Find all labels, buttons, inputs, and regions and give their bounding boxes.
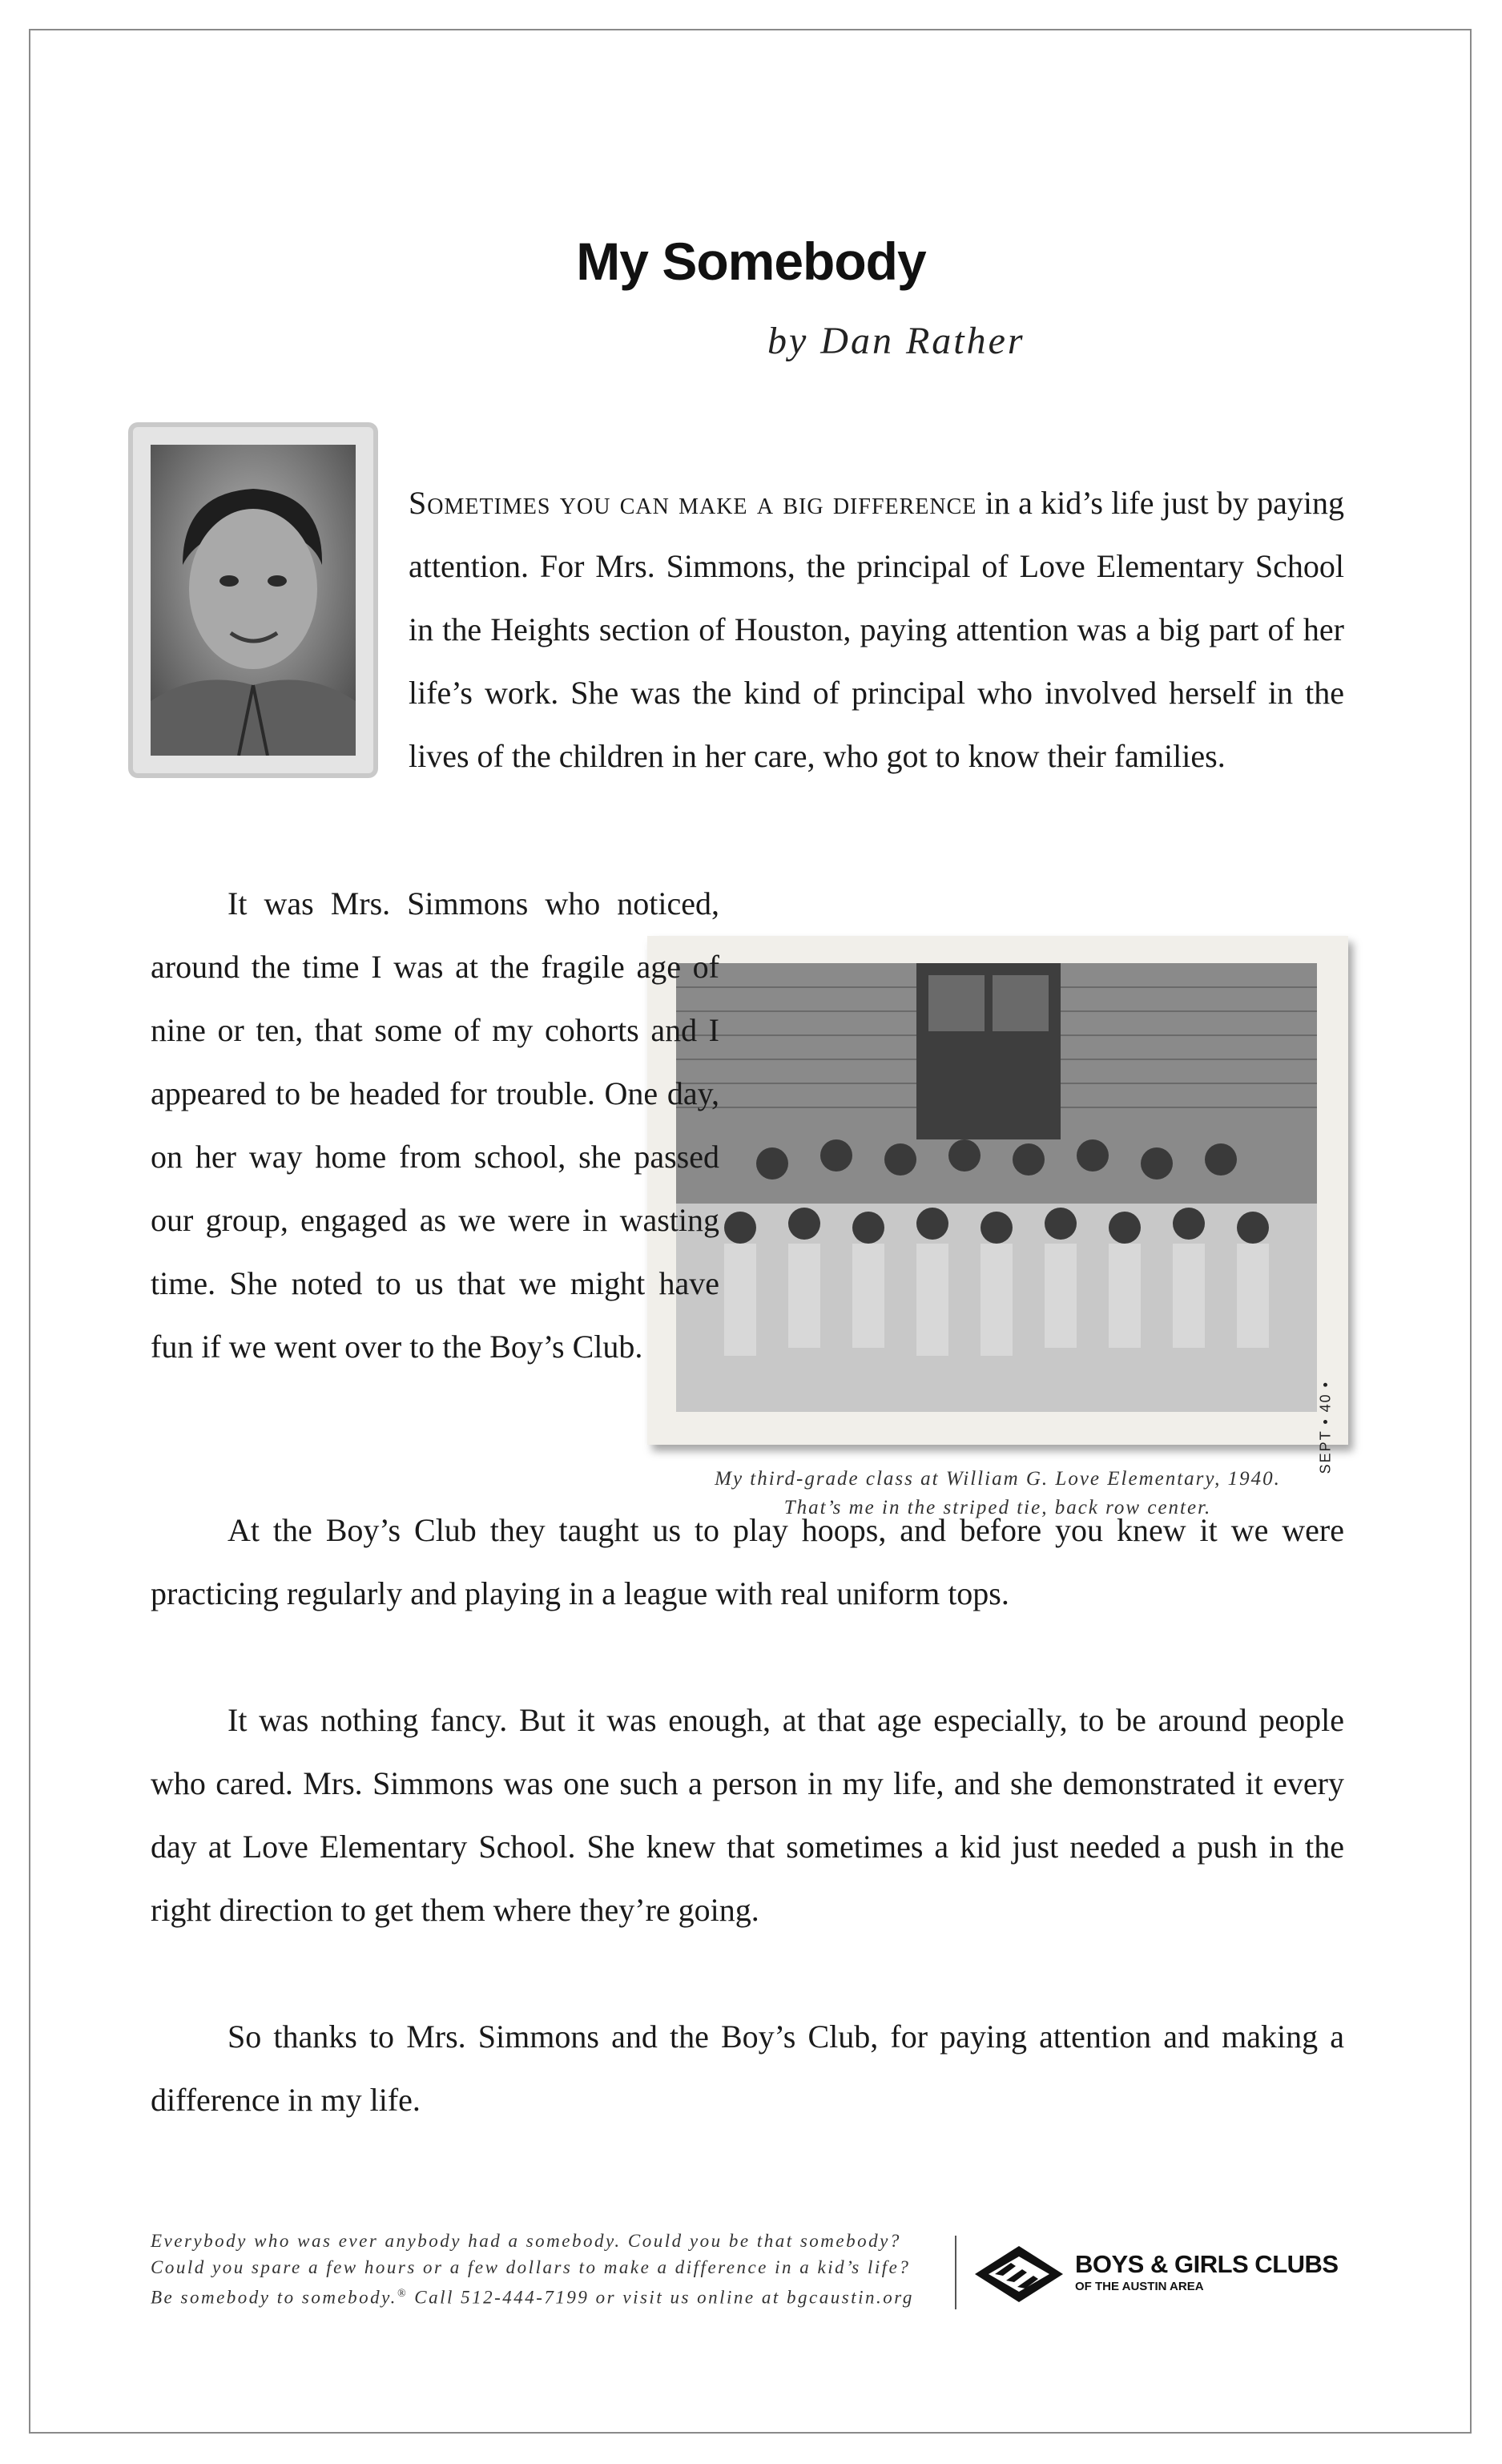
paragraph-1-text: in a kid’s life just by paying attention. For Mrs. Simmons, the principal of Love Elementary School in the Heights section of Houston, paying attention was a big part of her life’s work. She was the kind of principal who involved herself in the lives of the children in her care, who got to know their families. <box>409 485 1345 774</box>
footer-divider <box>955 2236 956 2309</box>
logo-main-text: BOYS & GIRLS CLUBS <box>1075 2250 1339 2278</box>
footer-appeal <box>151 2228 960 2311</box>
photo-wrap-spacer <box>719 935 1344 1568</box>
registered-mark: ® <box>397 2288 408 2300</box>
lead-in-text: Sometimes you can make a big difference <box>409 485 977 521</box>
portrait-wrap-spacer <box>151 471 409 788</box>
footer-line-2: Could you spare a few hours or a few dollars to make a difference in a kid’s life? <box>151 2257 911 2277</box>
paragraph-5-text: So thanks to Mrs. Simmons and the Boy’s Club, for paying attention and making a difference in my life. <box>151 2018 1344 2118</box>
footer-slogan: Be somebody to somebody. <box>151 2287 397 2308</box>
paragraph-4-text: It was nothing fancy. But it was enough, at that age especially, to be around people who cared. Mrs. Simmons was one such a person in my life, and she demonstrated it every day at Love Elementary School. She knew that sometimes a kid just needed a push in the right direction to get them where they’re going. <box>151 1702 1344 1928</box>
footer-contact: Call 512-444-7199 or visit us online at bgcaustin.org <box>407 2287 914 2308</box>
footer-line-1: Everybody who was ever anybody had a somebody. Could you be that somebody? <box>151 2231 901 2251</box>
bgc-hands-icon <box>971 2242 1067 2306</box>
paragraph-2-line-1-block <box>151 872 1344 1568</box>
bgc-logo <box>971 2236 1347 2309</box>
paragraph-3-text: At the Boy’s Club they taught us to play hoops, and before you knew it we were practicing regularly and playing in a league with real uniform tops. <box>151 1512 1344 1611</box>
article-title: My Somebody <box>576 232 926 291</box>
logo-sub-text: OF THE AUSTIN AREA <box>1075 2280 1204 2293</box>
footer-line-3 <box>151 2281 960 2311</box>
photo-caption-line-2: That’s me in the striped tie, back row center. <box>783 1497 1212 1518</box>
paragraph-2-text: It was Mrs. Simmons who noticed, around the time I was at the fragile age of nine or ten, that some of my cohorts and I appeared to be headed for trouble. One day, on her way home from school, she passed our group, engaged as we were in wasting time. She noted to us that we might have fun if we went over to the Boy’s Club. <box>151 885 719 1365</box>
photo-caption-line-1: My third-grade class at William G. Love Elementary, 1940. <box>715 1468 1281 1490</box>
byline: by Dan Rather <box>767 320 1025 362</box>
photo-date-stamp: SEPT • 40 • <box>1317 1381 1333 1474</box>
